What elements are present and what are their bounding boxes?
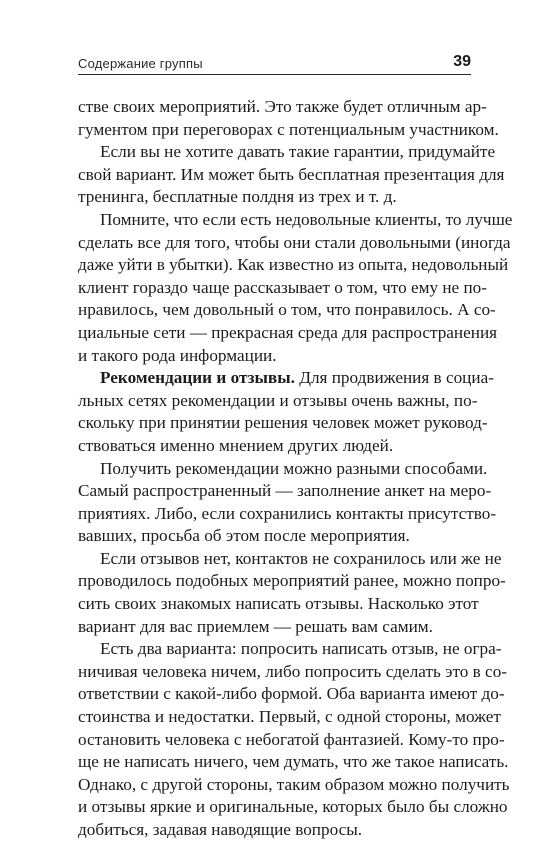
text-run: Для продвижения в социа- — [294, 368, 494, 388]
text-line: и отзывы яркие и оригинальные, которых было бы сложно — [78, 797, 508, 817]
text-line: даже уйти в убытки). Как известно из опыта, недовольный — [78, 255, 509, 275]
page-body — [78, 96, 513, 842]
paragraph-1 — [78, 96, 499, 141]
text-line: скольку при принятии решения человек может руковод- — [78, 413, 488, 433]
paragraph-6 — [78, 548, 506, 638]
running-header — [78, 52, 471, 75]
page-number: 39 — [453, 53, 471, 70]
text-line: циальные сети — прекрасная среда для распространения — [78, 322, 498, 342]
text-line: вавших, просьба об этом после мероприятия. — [78, 526, 410, 546]
text-line: проводилось подобных мероприятий ранее, можно попро- — [78, 571, 506, 591]
section-lead-heading: Рекомендации и отзывы. — [100, 368, 295, 388]
text-line: Если отзывов нет, контактов не сохранилось или же не — [100, 548, 502, 568]
text-line: ствоваться именно мнением других людей. — [78, 435, 394, 455]
text-line — [78, 367, 494, 390]
text-line: приятиях. Либо, если сохранились контакты присутство- — [78, 503, 497, 523]
running-title: Содержание группы — [78, 56, 203, 71]
text-line: ответствии с какой-либо формой. Оба варианта имеют до- — [78, 684, 505, 704]
text-line: стоинства и недостатки. Первый, с одной стороны, может — [78, 707, 501, 727]
text-line: ничивая человека ничем, либо попросить сделать это в со- — [78, 661, 508, 681]
text-line: вариант для вас приемлем — решать вам самим. — [78, 616, 433, 636]
text-line: Есть два варианта: попросить написать отзыв, не огра- — [100, 639, 502, 659]
text-line: Если вы не хотите давать такие гарантии, придумайте — [100, 142, 496, 162]
paragraph-2 — [78, 141, 505, 209]
text-line: льных сетях рекомендации и отзывы очень важны, по- — [78, 390, 478, 410]
text-line: Самый распространенный — заполнение анкет на меро- — [78, 481, 492, 501]
paragraph-4 — [78, 367, 494, 457]
paragraph-5 — [78, 458, 497, 548]
text-line: сить своих знакомых написать отзывы. Насколько этот — [78, 594, 479, 614]
text-line: и такого рода информации. — [78, 345, 277, 365]
text-line: гументом при переговорах с потенциальным участником. — [78, 119, 499, 139]
text-line: стве своих мероприятий. Это также будет отличным ар- — [78, 97, 487, 116]
text-line: свой вариант. Им может быть бесплатная презентация для — [78, 164, 505, 184]
text-line: нравилось, чем довольный о том, что понравилось. А со- — [78, 300, 496, 320]
text-line: клиент гораздо чаще рассказывает о том, что ему не по- — [78, 277, 487, 297]
text-line: Помните, что если есть недовольные клиенты, то лучше — [100, 209, 513, 229]
text-line: сделать все для того, чтобы они стали довольными (иногда — [78, 232, 511, 252]
text-line: остановить человека с небогатой фантазией. Кому-то про- — [78, 729, 505, 749]
text-line: Однако, с другой стороны, таким образом можно получить — [78, 774, 510, 794]
paragraph-3 — [78, 209, 513, 367]
paragraph-7 — [78, 638, 510, 841]
text-line: ще не написать ничего, чем думать, что же такое написать. — [78, 752, 509, 772]
text-line: добиться, задавая наводящие вопросы. — [78, 820, 363, 839]
text-line: тренинга, бесплатные полдня из трех и т. д. — [78, 187, 397, 207]
text-line: Получить рекомендации можно разными способами. — [100, 458, 488, 478]
